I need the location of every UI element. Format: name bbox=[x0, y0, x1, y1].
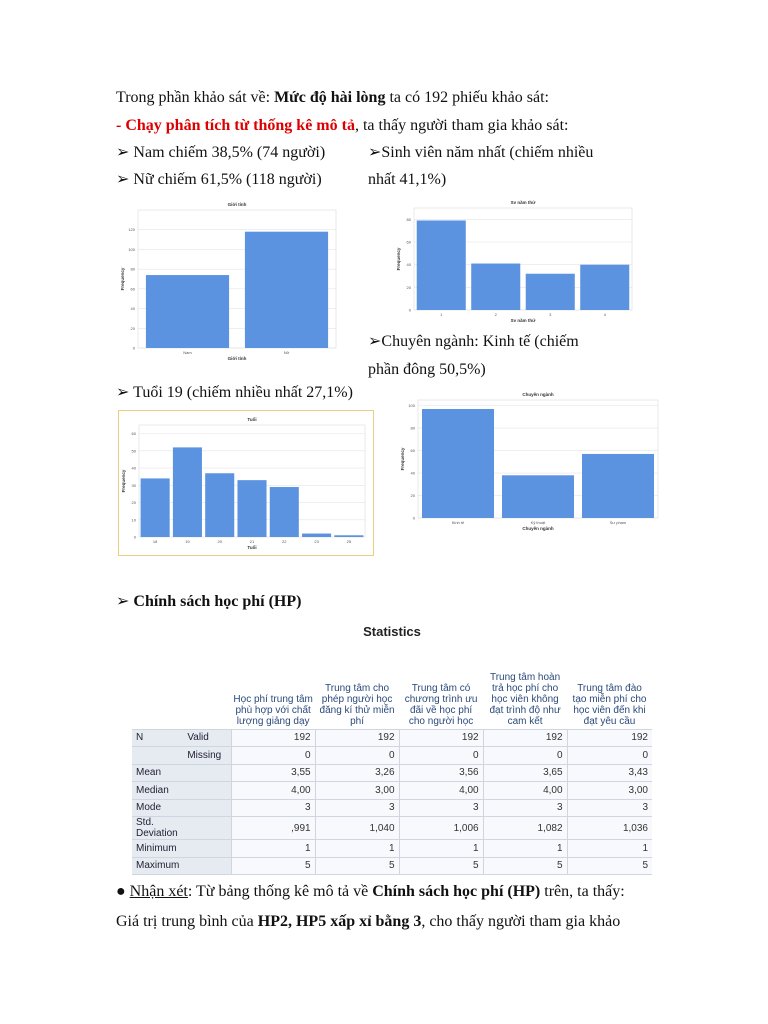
y-tick-label: 40 bbox=[410, 470, 415, 476]
table-row bbox=[132, 817, 652, 840]
table-row bbox=[132, 782, 652, 800]
run-dash: - bbox=[116, 117, 126, 134]
y-axis-label: Frequency bbox=[120, 267, 125, 291]
x-tick-label: 23 bbox=[314, 539, 319, 544]
row-label: N bbox=[132, 729, 183, 747]
row-label: Maximum bbox=[132, 857, 183, 875]
table-cell: ,991 bbox=[231, 817, 315, 840]
chart-title: Sv năm thứ bbox=[510, 200, 536, 205]
y-tick-label: 40 bbox=[130, 306, 135, 312]
bar bbox=[146, 275, 229, 348]
intro-line bbox=[116, 88, 549, 108]
column-header: Trung tâm đào tạo miễn phí cho học viên đến khi đạt yêu cầu bbox=[572, 682, 647, 727]
y-tick-label: 80 bbox=[410, 425, 415, 431]
chart-gender-svg bbox=[116, 196, 342, 364]
table-row bbox=[132, 857, 652, 875]
x-axis-label: Sv năm thứ bbox=[510, 318, 536, 323]
bar bbox=[141, 478, 170, 537]
x-tick-label: 2 bbox=[494, 312, 497, 317]
row-label: Std. Deviation bbox=[132, 817, 183, 840]
chart-gender bbox=[116, 196, 342, 364]
header-blank-2 bbox=[183, 645, 231, 729]
run-method: Chạy phân tích từ thống kê mô tả bbox=[125, 117, 355, 134]
table-cell: 3 bbox=[483, 799, 567, 817]
bar bbox=[471, 264, 520, 310]
intro-topic: Mức độ hài lòng bbox=[274, 89, 386, 106]
remark-line-2 bbox=[116, 912, 620, 932]
y-tick-label: 60 bbox=[410, 448, 415, 454]
table-cell: 5 bbox=[315, 857, 399, 875]
chart-title: Chuyên ngành bbox=[522, 392, 554, 397]
column-header: Trung tâm cho phép người học đăng kí thử miễn phí bbox=[319, 682, 395, 727]
table-cell: 0 bbox=[315, 747, 399, 765]
x-tick-label: Nam bbox=[183, 350, 192, 355]
row-sublabel bbox=[183, 799, 231, 817]
intro-suffix: ta có 192 phiếu khảo sát: bbox=[385, 89, 549, 106]
table-row bbox=[132, 729, 652, 747]
table-cell: 0 bbox=[399, 747, 483, 765]
table-cell: 3 bbox=[399, 799, 483, 817]
y-tick-label: 10 bbox=[131, 517, 136, 523]
row-sublabel bbox=[183, 857, 231, 875]
table-cell: 0 bbox=[567, 747, 652, 765]
row-sublabel: Valid bbox=[183, 729, 231, 747]
remark-text-1-end: trên, ta thấy: bbox=[540, 883, 625, 900]
bar bbox=[270, 487, 299, 537]
x-axis-label: Chuyên ngành bbox=[522, 526, 554, 531]
y-tick-label: 30 bbox=[131, 482, 136, 488]
table-cell: 3,55 bbox=[231, 764, 315, 782]
table-cell: 192 bbox=[483, 729, 567, 747]
row-label: Mean bbox=[132, 764, 183, 782]
x-tick-label: Nữ bbox=[283, 350, 290, 355]
row-sublabel bbox=[183, 782, 231, 800]
y-tick-label: 20 bbox=[130, 325, 135, 331]
y-tick-label: 40 bbox=[131, 465, 136, 471]
table-cell: 4,00 bbox=[231, 782, 315, 800]
table-cell: 1 bbox=[315, 840, 399, 858]
bar bbox=[237, 480, 266, 537]
bar bbox=[302, 534, 331, 537]
table-row bbox=[132, 764, 652, 782]
table-cell: 3,00 bbox=[315, 782, 399, 800]
run-suffix: , ta thấy người tham gia khảo sát: bbox=[354, 117, 569, 134]
statistics-table bbox=[132, 645, 652, 875]
y-tick-label: 50 bbox=[131, 448, 136, 454]
statistics-table-block bbox=[132, 624, 652, 875]
bullet-female: ➢ Nữ chiếm 61,5% (118 người) bbox=[116, 171, 322, 188]
bar bbox=[173, 447, 202, 537]
hp-heading bbox=[116, 592, 301, 612]
hp-title: Chính sách học phí (HP) bbox=[133, 593, 302, 610]
y-tick-label: 60 bbox=[406, 239, 411, 245]
y-tick-label: 100 bbox=[128, 246, 135, 252]
chart-title: Giới tính bbox=[227, 202, 247, 207]
table-row bbox=[132, 840, 652, 858]
x-tick-label: 3 bbox=[549, 312, 552, 317]
table-cell: 5 bbox=[567, 857, 652, 875]
row-label: Minimum bbox=[132, 840, 183, 858]
column-header: Trung tâm có chương trình ưu đãi về học phí cho người học bbox=[404, 682, 478, 727]
table-cell: 3,00 bbox=[567, 782, 652, 800]
x-tick-label: 25 bbox=[346, 539, 352, 544]
row-sublabel bbox=[183, 764, 231, 782]
chart-age bbox=[118, 410, 374, 556]
bar bbox=[582, 454, 654, 518]
column-header: Trung tâm hoàn trả học phí cho học viên không đạt trình độ như cam kết bbox=[489, 671, 561, 727]
chart-major bbox=[396, 384, 664, 538]
statistics-body bbox=[132, 729, 652, 875]
y-tick-label: 0 bbox=[133, 534, 136, 540]
row-label bbox=[132, 747, 183, 765]
chart-major-svg bbox=[396, 384, 664, 538]
bullet-year-a: ➢Sinh viên năm nhất (chiếm nhiều bbox=[368, 144, 594, 161]
y-tick-label: 80 bbox=[130, 266, 135, 272]
x-axis-label: Tuổi bbox=[247, 545, 257, 550]
table-cell: 192 bbox=[567, 729, 652, 747]
table-cell: 1 bbox=[567, 840, 652, 858]
table-cell: 3 bbox=[231, 799, 315, 817]
table-cell: 4,00 bbox=[483, 782, 567, 800]
x-tick-label: 18 bbox=[152, 539, 158, 544]
table-cell: 1,036 bbox=[567, 817, 652, 840]
column-header: Học phí trung tâm phù hợp với chất lượng giảng dạy bbox=[233, 693, 313, 727]
bar bbox=[422, 409, 494, 518]
y-tick-label: 60 bbox=[131, 431, 136, 437]
table-cell: 3,56 bbox=[399, 764, 483, 782]
x-tick-label: Kinh tế bbox=[451, 520, 465, 525]
x-axis-label: Giới tính bbox=[227, 356, 247, 361]
x-tick-label: 19 bbox=[185, 539, 190, 544]
x-tick-label: Sư phạm bbox=[609, 520, 627, 525]
x-tick-label: 21 bbox=[249, 539, 255, 544]
remark-line-1 bbox=[116, 882, 625, 902]
remark-bold-2: HP2, HP5 xấp xỉ bằng 3 bbox=[257, 913, 422, 930]
run-line bbox=[116, 116, 569, 136]
table-cell: 0 bbox=[231, 747, 315, 765]
y-axis-label: Frequency bbox=[400, 447, 405, 471]
table-cell: 1,082 bbox=[483, 817, 567, 840]
bar bbox=[417, 220, 466, 310]
bar bbox=[245, 232, 328, 348]
statistics-title: Statistics bbox=[363, 624, 421, 639]
table-cell: 1 bbox=[231, 840, 315, 858]
chart-title: Tuổi bbox=[247, 417, 257, 422]
table-cell: 1 bbox=[399, 840, 483, 858]
bar bbox=[334, 535, 363, 537]
y-tick-label: 20 bbox=[406, 284, 411, 290]
x-tick-label: 1 bbox=[440, 312, 443, 317]
y-tick-label: 20 bbox=[410, 493, 415, 499]
header-blank-1 bbox=[132, 645, 183, 729]
bar bbox=[580, 265, 629, 310]
bullet-male: ➢ Nam chiếm 38,5% (74 người) bbox=[116, 144, 326, 161]
table-cell: 3 bbox=[315, 799, 399, 817]
hp-arrow: ➢ bbox=[116, 593, 134, 610]
bullet-major-a: ➢Chuyên ngành: Kinh tế (chiếm bbox=[368, 333, 579, 350]
chart-age-svg bbox=[119, 411, 373, 555]
y-axis-label: Frequency bbox=[121, 469, 126, 493]
remark-text-2-end: , cho thấy người tham gia khảo bbox=[421, 913, 621, 930]
table-cell: 0 bbox=[483, 747, 567, 765]
table-cell: 1,040 bbox=[315, 817, 399, 840]
x-tick-label: 22 bbox=[282, 539, 287, 544]
chart-year bbox=[392, 192, 636, 328]
y-tick-label: 100 bbox=[408, 403, 415, 409]
table-cell: 192 bbox=[315, 729, 399, 747]
remark-text-1: : Từ bảng thống kê mô tả về bbox=[187, 883, 373, 900]
bar bbox=[502, 475, 574, 518]
y-tick-label: 40 bbox=[406, 262, 411, 268]
x-tick-label: Kỹ thuật bbox=[530, 520, 546, 525]
table-cell: 3,43 bbox=[567, 764, 652, 782]
y-tick-label: 80 bbox=[406, 216, 411, 222]
bullet-age: ➢ Tuổi 19 (chiếm nhiều nhất 27,1%) bbox=[116, 384, 353, 401]
row-sublabel: Missing bbox=[183, 747, 231, 765]
row-label: Mode bbox=[132, 799, 183, 817]
table-cell: 5 bbox=[399, 857, 483, 875]
table-cell: 5 bbox=[231, 857, 315, 875]
x-tick-label: 20 bbox=[217, 539, 222, 544]
y-tick-label: 60 bbox=[130, 286, 135, 292]
table-cell: 3 bbox=[567, 799, 652, 817]
x-tick-label: 4 bbox=[603, 312, 606, 317]
bar bbox=[526, 274, 575, 310]
bullet-year-b: nhất 41,1%) bbox=[368, 171, 447, 188]
remark-bold-1: Chính sách học phí (HP) bbox=[372, 883, 541, 900]
table-cell: 1,006 bbox=[399, 817, 483, 840]
table-cell: 3,26 bbox=[315, 764, 399, 782]
row-sublabel bbox=[183, 817, 231, 840]
chart-year-svg bbox=[392, 192, 636, 328]
table-cell: 4,00 bbox=[399, 782, 483, 800]
y-axis-label: Frequency bbox=[396, 247, 401, 271]
remark-text-2: Giá trị trung bình của bbox=[116, 913, 258, 930]
y-tick-label: 0 bbox=[412, 515, 415, 521]
table-cell: 3,65 bbox=[483, 764, 567, 782]
table-row bbox=[132, 747, 652, 765]
remark-label: Nhận xét bbox=[129, 883, 188, 900]
bullet-major-b: phần đông 50,5%) bbox=[368, 361, 486, 378]
y-tick-label: 0 bbox=[408, 307, 411, 313]
table-cell: 192 bbox=[231, 729, 315, 747]
remark-bullet: ● bbox=[116, 883, 130, 900]
table-cell: 5 bbox=[483, 857, 567, 875]
table-cell: 1 bbox=[483, 840, 567, 858]
intro-prefix: Trong phần khảo sát về: bbox=[116, 89, 275, 106]
y-tick-label: 0 bbox=[132, 345, 135, 351]
table-row bbox=[132, 799, 652, 817]
table-cell: 192 bbox=[399, 729, 483, 747]
y-tick-label: 20 bbox=[131, 500, 136, 506]
row-label: Median bbox=[132, 782, 183, 800]
bar bbox=[205, 473, 234, 537]
row-sublabel bbox=[183, 840, 231, 858]
y-tick-label: 120 bbox=[128, 227, 135, 233]
